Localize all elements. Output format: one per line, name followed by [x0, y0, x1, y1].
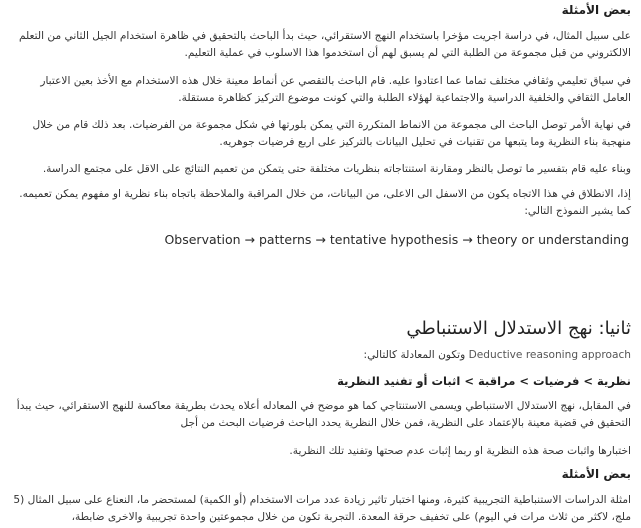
paragraph-5: إذا، الانطلاق في هذا الاتجاه يكون من الاسفل الى الاعلى، من البيانات، من خلال المراقبة والملاحظة باتجاه بناء نظرية او مفهوم يمكن تعميمه. كما يشير النموذج التالي:	[19, 188, 631, 217]
paragraph-3: في نهاية الأمر توصل الباحث الى مجموعة من الانماط المتكررة التي يمكن بلورتها في شكل مجموعة من الفرضيات. بعد ذلك قام من خلال منهجية بناء النظرية وما يتبعها من تقنيات في تحليل البيانات بالتركيز على اربع فرضيات جوهريه.	[32, 119, 631, 148]
deductive-section-title: ثانيا: نهج الاستدلال الاستنباطي	[406, 318, 631, 339]
deductive-intro-arabic: وتكون المعادلة كالتالي:	[363, 349, 466, 361]
paragraph-1: على سبيل المثال، في دراسة اجريت مؤخرا باستخدام النهج الاستقرائي، حيث بدأ الباحث بالتحقيق في ظاهرة استخدام الجيل الثاني من التعلم الالكتروني من قبل مجموعة من الطلبة التي لم يسبق لهم أن استخدموا هذا الاسلوب في عملية التعليم.	[19, 30, 631, 59]
inductive-flow-line: Observation → patterns → tentative hypothesis → theory or understanding	[164, 232, 629, 247]
deductive-intro	[11, 347, 631, 364]
examples-paragraph: امثلة الدراسات الاستنباطية التجريبية كثيرة، ومنها اختبار تاثير زيادة عدد مرات الاستخدام (أو الكمية) لمستحضر ما، النعناع على سبيل المثال (5 ملج، لاكثر من ثلاث مرات في اليوم) على تخفيف حرقة المعدة. التجربة تكون من خلال مجموعتين واحدة تجريبية والاخرى ضابطة،	[13, 494, 631, 523]
deductive-intro-english: Deductive reasoning approach	[468, 349, 631, 361]
paragraph-2: في سياق تعليمي وثقافي مختلف تماما عما اعتادوا عليه. قام الباحث بالتقصي عن أنماط معينة خلال هذه الاستخدام مع الأخذ بعين الاعتبار العامل الثقافي والخلفية الدراسية والاجتماعية لهؤلاء الطلبة والتي كونت موضوع التركيز كظاهرة مستقلة.	[40, 75, 631, 104]
examples-heading-1: بعض الأمثلة	[561, 3, 631, 17]
deductive-formula: نظرية > فرضيات > مراقبة > اثبات أو تفنيد النظرية	[337, 374, 631, 388]
deductive-paragraph-2: اختبارها واثبات صحة هذه النظرية او ربما إثبات عدم صحتها وتفنيد تلك النظرية.	[289, 445, 631, 457]
examples-heading-2: بعض الأمثلة	[561, 467, 631, 481]
paragraph-4: وبناء عليه قام بتفسير ما توصل بالنظر ومقارنة استنتاجاته بنظريات مختلفة حتى يتمكن من تعميم النتائج على الاقل على مجتمع الدراسة.	[42, 163, 631, 175]
deductive-paragraph-1: في المقابل، نهج الاستدلال الاستنباطي ويسمى الاستنتاجي كما هو موضح في المعادله أعلاه يحدث بطريقة معاكسة للنهج الاستقرائي، حيث يبدأ التحقيق في قضية معينة بالإعتماد على النظرية، فمن خلال النظرية يحدد الباحث فرضيات البحث من أجل	[16, 400, 631, 429]
